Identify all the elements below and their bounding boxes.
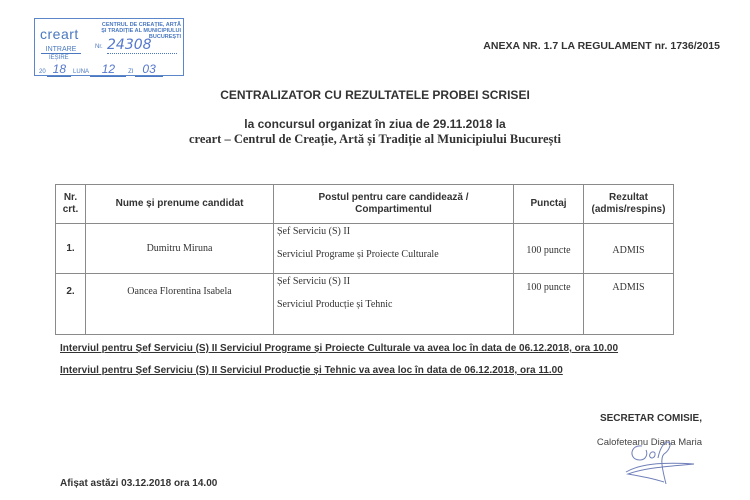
cell-post: [274, 274, 514, 335]
stamp-intrare-label: INTRARE: [41, 46, 81, 54]
document-title: CENTRALIZATOR CU REZULTATELE PROBEI SCRISEI: [220, 88, 530, 102]
stamp-zi-value: 03: [135, 62, 163, 77]
stamp-org-line: ȘI TRADIȚIE AL MUNICIPIULUI: [101, 28, 181, 35]
stamp-date-line: [39, 62, 179, 77]
table-header-row: [56, 185, 674, 224]
cell-result: ADMIS: [584, 274, 674, 335]
cell-nr: 2.: [56, 274, 86, 335]
header-result-line: Rezultat: [609, 192, 648, 203]
cell-department: Serviciul Programe și Proiecte Culturale: [277, 249, 439, 260]
cell-post-title: Șef Serviciu (S) II: [277, 226, 351, 237]
header-score: Punctaj: [514, 185, 584, 224]
cell-score: 100 puncte: [514, 224, 584, 274]
stamp-org-line: CENTRUL DE CREAȚIE, ARTĂ: [101, 22, 181, 28]
posting-date: Afișat astăzi 03.12.2018 ora 14.00: [60, 478, 218, 489]
stamp-zi-label: ZI: [128, 69, 134, 75]
cell-nr: 1.: [56, 224, 86, 274]
table-row: [56, 274, 674, 335]
cell-name: Oancea Florentina Isabela: [86, 274, 274, 335]
stamp-year-value: 18: [47, 62, 71, 77]
cell-post: [274, 224, 514, 274]
signature-icon: [620, 438, 700, 488]
header-post-line: Postul pentru care candidează /: [318, 192, 469, 203]
document-subtitle: la concursul organizat în ziua de 29.11.2018 la: [244, 117, 506, 131]
interview-notice: Interviul pentru Șef Serviciu (S) II Serviciul Producție și Tehnic va avea loc în data de 06.12.2018, ora 11.00: [60, 365, 563, 376]
stamp-luna-value: 12: [90, 62, 126, 77]
secretary-title: SECRETAR COMISIE,: [599, 413, 702, 424]
stamp-iesire-label: IEȘIRE: [49, 55, 69, 61]
stamp-luna-label: LUNA: [73, 69, 89, 75]
cell-score: 100 puncte: [514, 274, 584, 335]
cell-post-title: Șef Serviciu (S) II: [277, 276, 351, 287]
registration-stamp: [34, 18, 184, 76]
header-post-line: Compartimentul: [355, 204, 432, 215]
results-table: [55, 184, 674, 335]
header-nr-line: Nr.: [63, 192, 78, 203]
stamp-org-line: BUCUREȘTI: [148, 34, 181, 41]
header-nr-line: crt.: [62, 204, 79, 215]
cell-department: Serviciul Producție și Tehnic: [277, 299, 393, 310]
header-post: [274, 185, 514, 224]
stamp-year-prefix: 20: [39, 69, 46, 75]
cell-result: ADMIS: [584, 224, 674, 274]
institution-name: creart – Centrul de Creație, Artă și Tradiție al Municipiului București: [188, 132, 562, 146]
interview-notice: Interviul pentru Șef Serviciu (S) II Serviciul Programe și Proiecte Culturale va avea loc în data de 06.12.2018, ora 10.00: [60, 343, 619, 354]
stamp-logo: creart: [40, 26, 79, 42]
cell-name: Dumitru Miruna: [86, 224, 274, 274]
table-row: [56, 224, 674, 274]
stamp-nr-label: Nr.: [95, 44, 103, 50]
header-name: Nume și prenume candidat: [86, 185, 274, 224]
header-result: [584, 185, 674, 224]
header-result-line: (admis/respins): [591, 204, 666, 215]
secretary-name: Calofeteanu Diana Maria: [596, 437, 702, 448]
annex-reference: ANEXA NR. 1.7 LA REGULAMENT nr. 1736/2015: [483, 40, 720, 52]
header-nr: [56, 185, 86, 224]
stamp-nr-value: 24308: [107, 37, 177, 54]
